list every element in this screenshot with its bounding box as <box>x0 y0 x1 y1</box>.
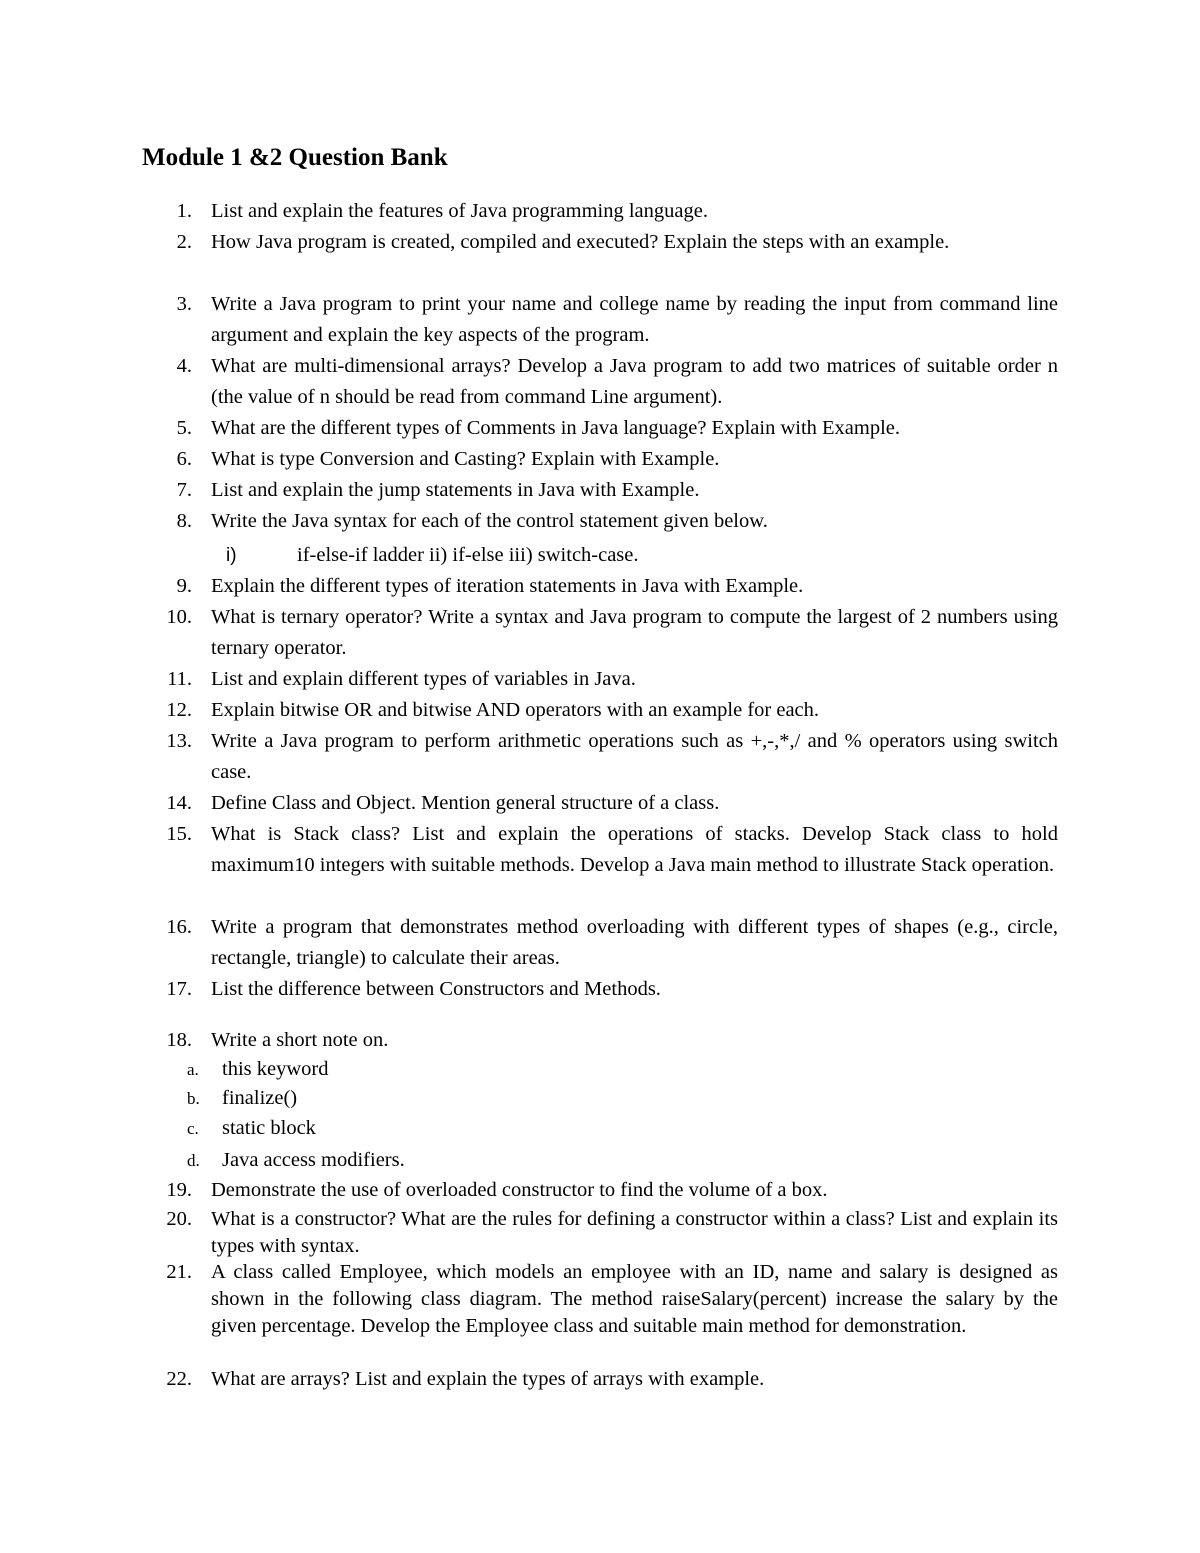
question-number: 1. <box>176 200 192 222</box>
question-text: Write a program that demonstrates method overloading with different types of shapes (e.g., circle, rectangle, triangle) to calculate their areas. <box>211 916 1058 969</box>
question-text: What is a constructor? What are the rules for defining a constructor within a class? List and explain its types with syntax. <box>211 1208 1058 1257</box>
sub-item-label: d. <box>187 1151 200 1170</box>
question-number: 14. <box>166 792 192 814</box>
question-text: What are multi-dimensional arrays? Develop a Java program to add two matrices of suitable order n (the value of n should be read from command Line argument). <box>211 355 1058 408</box>
question-text: Explain bitwise OR and bitwise AND operators with an example for each. <box>211 699 820 721</box>
sub-item-text: Java access modifiers. <box>222 1149 405 1171</box>
question-text: What is type Conversion and Casting? Explain with Example. <box>211 448 720 470</box>
question-number: 13. <box>166 730 192 752</box>
question-number: 18. <box>166 1029 192 1051</box>
question-number: 5. <box>176 417 192 439</box>
question-number: 10. <box>166 606 192 628</box>
question-text: List the difference between Constructors and Methods. <box>211 978 661 1000</box>
question-text: Explain the different types of iteration statements in Java with Example. <box>211 575 804 597</box>
question-number: 11. <box>167 668 192 690</box>
question-text: How Java program is created, compiled and executed? Explain the steps with an example. <box>211 231 950 253</box>
question-number: 22. <box>166 1368 192 1390</box>
question-text: Write the Java syntax for each of the control statement given below. <box>211 510 768 532</box>
question-number: 16. <box>166 916 192 938</box>
question-text: Demonstrate the use of overloaded constructor to find the volume of a box. <box>211 1179 828 1201</box>
sub-item-label: b. <box>187 1089 200 1108</box>
sub-item-text: finalize() <box>222 1087 298 1109</box>
question-text: List and explain the jump statements in Java with Example. <box>211 479 700 501</box>
question-number: 4. <box>176 355 192 377</box>
roman-numeral-label: i) <box>226 545 237 566</box>
question-number: 12. <box>166 699 192 721</box>
question-text: What is ternary operator? Write a syntax and Java program to compute the largest of 2 numbers using ternary operator. <box>211 606 1058 659</box>
question-number: 7. <box>176 479 192 501</box>
question-text: What are the different types of Comments in Java language? Explain with Example. <box>211 417 901 439</box>
question-number: 20. <box>166 1208 192 1230</box>
sub-item-label: c. <box>187 1119 199 1138</box>
question-number: 8. <box>176 510 192 532</box>
question-text: Write a short note on. <box>211 1029 389 1051</box>
question-number: 21. <box>166 1261 192 1283</box>
question-number: 9. <box>176 575 192 597</box>
question-number: 2. <box>176 231 192 253</box>
question-text: A class called Employee, which models an employee with an ID, name and salary is designed as shown in the following class diagram. The method raiseSalary(percent) increase the salary by the given percentage. Develop the Employee class and suitable main method for demonstration. <box>211 1261 1058 1337</box>
question-text: List and explain the features of Java programming language. <box>211 200 708 222</box>
question-text: Define Class and Object. Mention general structure of a class. <box>211 792 720 814</box>
question-text: Write a Java program to perform arithmetic operations such as +,-,*,/ and % operators using switch case. <box>211 730 1058 783</box>
question-number: 15. <box>166 823 192 845</box>
question-text: Write a Java program to print your name and college name by reading the input from command line argument and explain the key aspects of the program. <box>211 293 1058 346</box>
sub-item-text: this keyword <box>222 1058 329 1080</box>
question-number: 6. <box>176 448 192 470</box>
page-title: Module 1 &2 Question Bank <box>142 144 448 171</box>
question-number: 17. <box>166 978 192 1000</box>
question-number: 3. <box>176 293 192 315</box>
question-text: What is Stack class? List and explain the operations of stacks. Develop Stack class to hold maximum10 integers with suitable methods. Develop a Java main method to illustrate Stack operation. <box>211 823 1058 876</box>
question-text: What are arrays? List and explain the types of arrays with example. <box>211 1368 765 1390</box>
question-number: 19. <box>166 1179 192 1201</box>
sub-item-text: static block <box>222 1117 316 1139</box>
control-statement-text: if-else-if ladder ii) if-else iii) switch-case. <box>297 544 639 566</box>
sub-item-label: a. <box>187 1060 199 1079</box>
question-text: List and explain different types of variables in Java. <box>211 668 636 690</box>
